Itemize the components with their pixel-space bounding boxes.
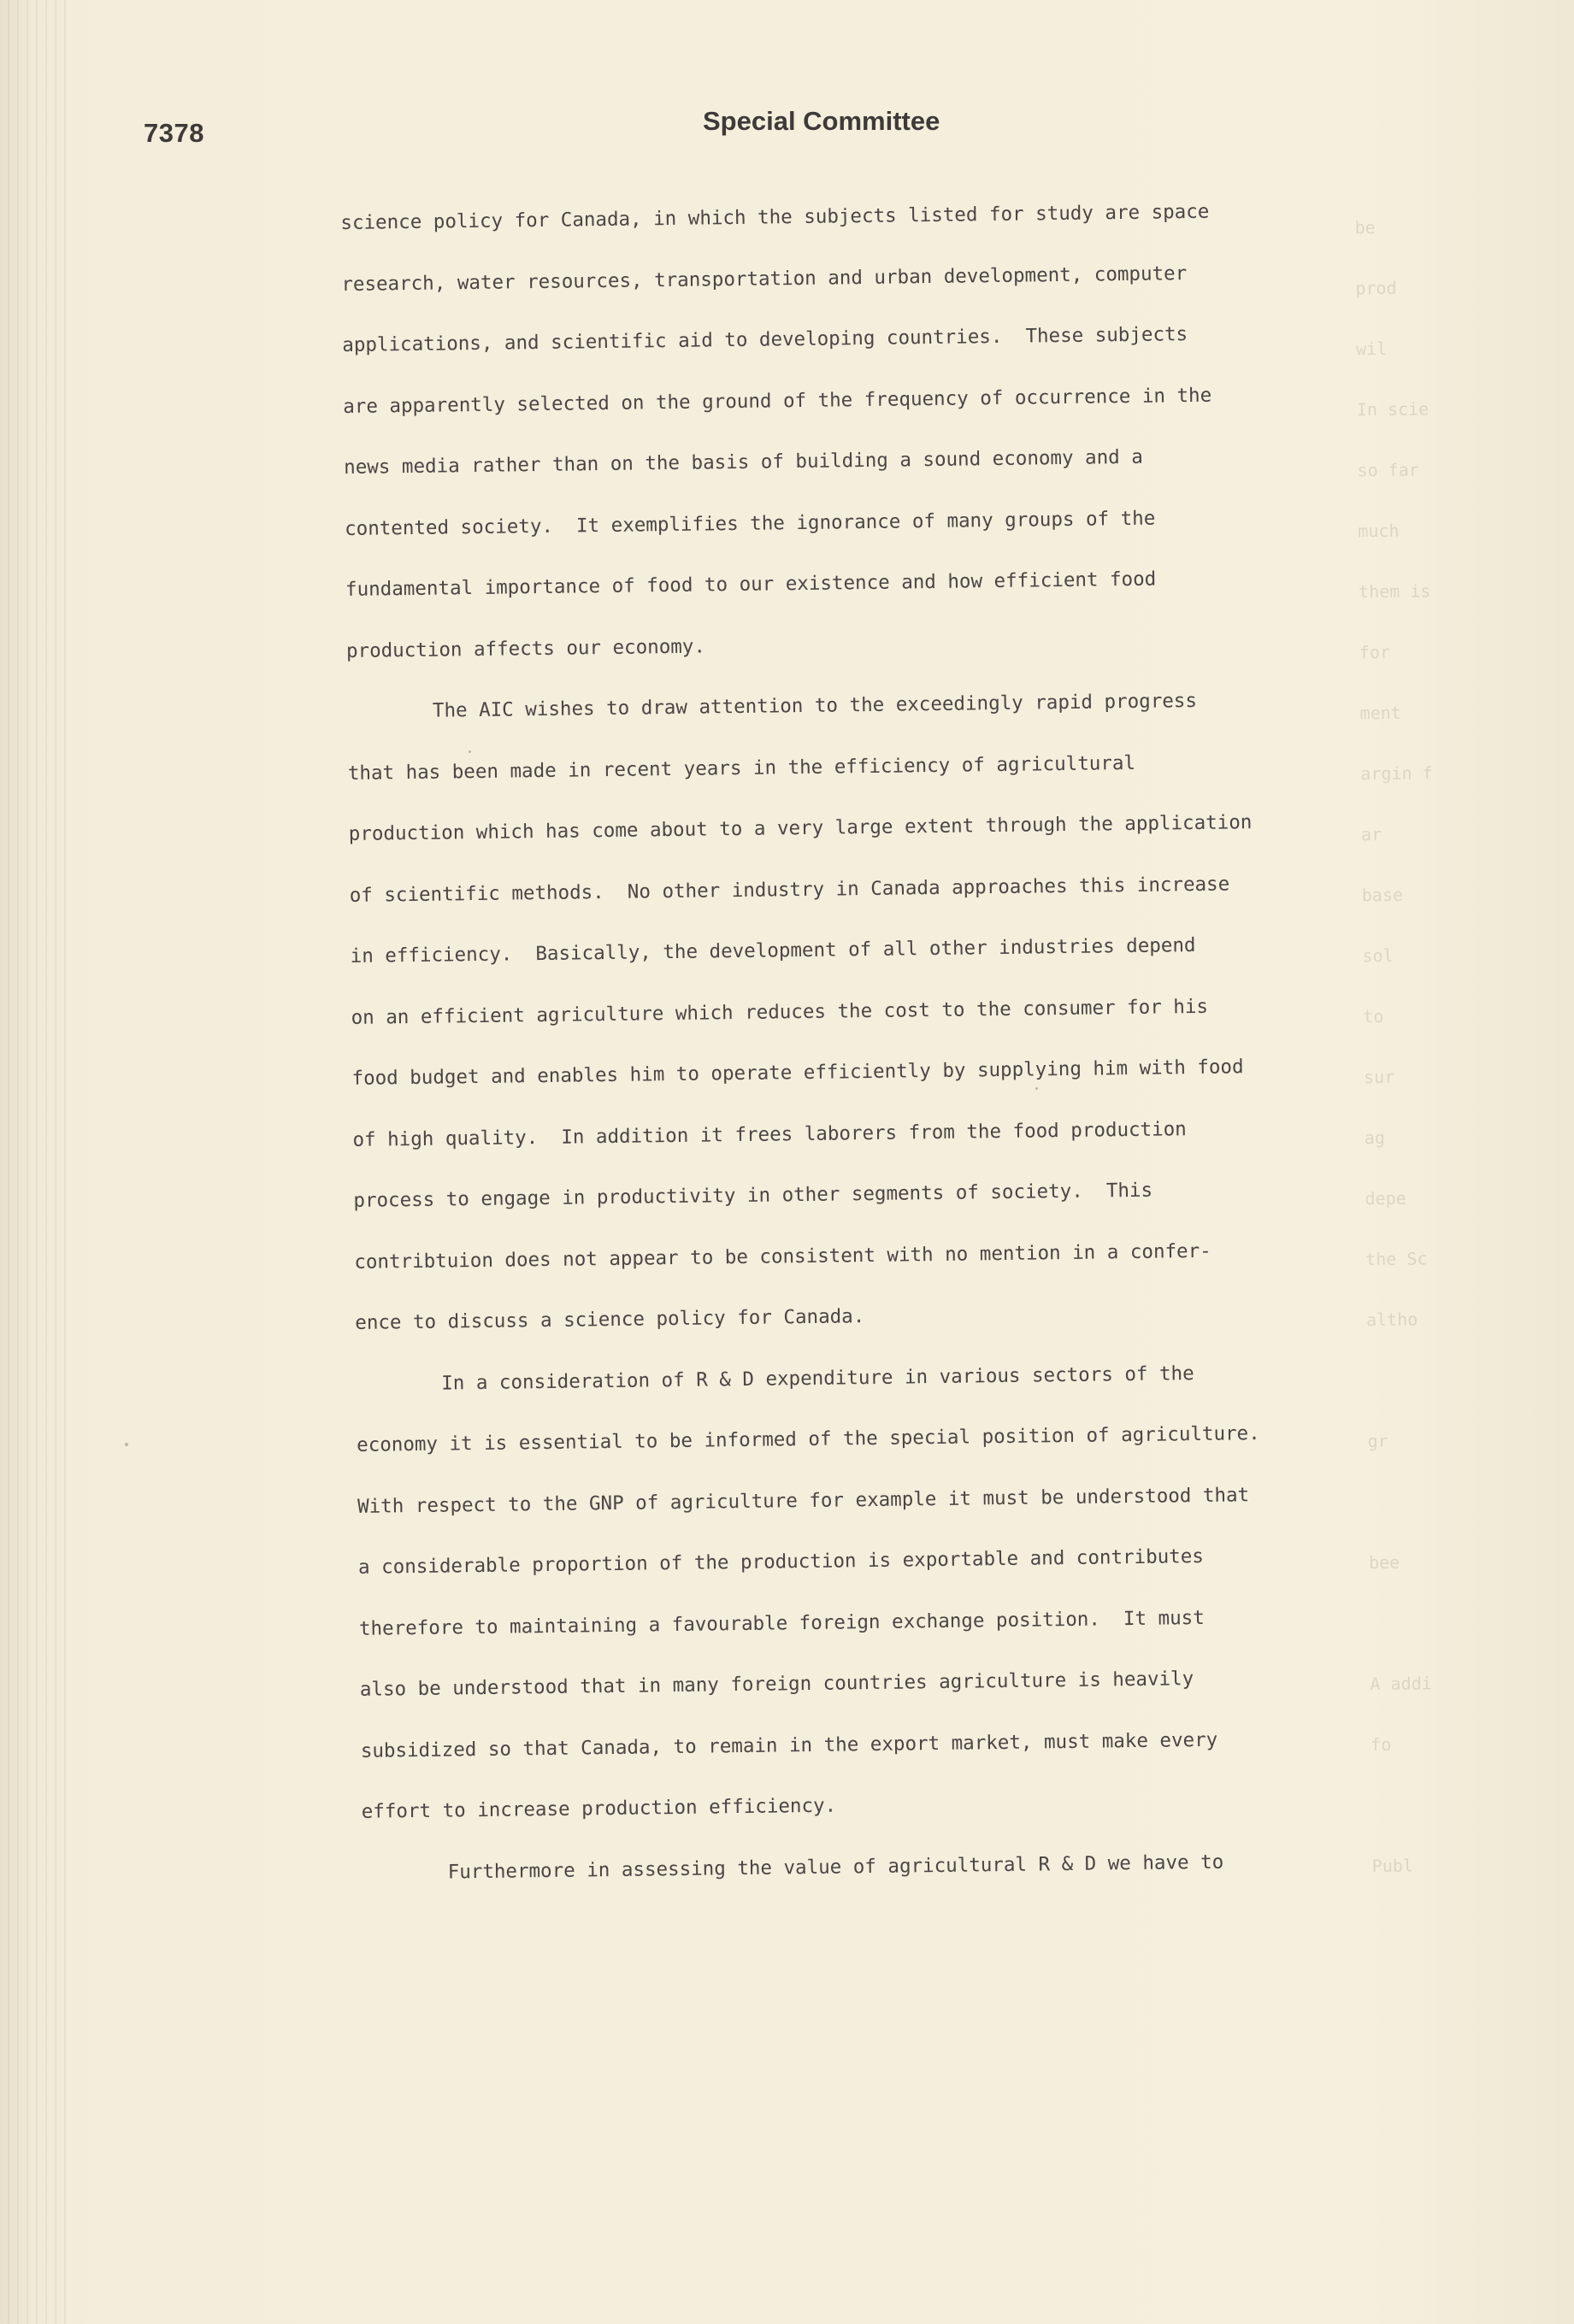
text-line: production which has come about to a very large extent through the application bbox=[348, 811, 1253, 845]
text-line: contented society. It exemplifies the ignorance of many groups of the bbox=[344, 507, 1156, 540]
body-text bbox=[340, 179, 1423, 1904]
text-line: effort to increase production efficiency. bbox=[361, 1794, 837, 1823]
running-head-title: Special Committee bbox=[703, 106, 940, 136]
stacked-page-edges bbox=[0, 0, 68, 2324]
page-number: 7378 bbox=[144, 118, 204, 148]
text-line: With respect to the GNP of agriculture for example it must be understood that bbox=[357, 1483, 1250, 1518]
text-line: therefore to maintaining a favourable foreign exchange position. It must bbox=[358, 1606, 1205, 1640]
text-line: food budget and enables him to operate efficiently by supplying him with food bbox=[351, 1056, 1244, 1090]
bleed-through-text: be prod wil In scie so far much them is for ment argin f ar base sol to sur ag depe the Sc altho gr bee A addi fo Publ bbox=[1354, 217, 1433, 1877]
text-line: science policy for Canada, in which the subjects listed for study are space bbox=[340, 200, 1210, 234]
text-line: production affects our economy. bbox=[345, 634, 706, 662]
text-line: fundamental importance of food to our existence and how efficient food bbox=[345, 568, 1157, 601]
paper-speck bbox=[1035, 1087, 1038, 1090]
paragraph-3 bbox=[356, 1340, 1422, 1843]
text-line: that has been made in recent years in the efficiency of agricultural bbox=[347, 751, 1136, 785]
text-line: contribtuion does not appear to be consistent with no mention in a confer- bbox=[354, 1239, 1211, 1274]
text-line: Furthermore in assessing the value of agricultural R & D we have to bbox=[447, 1850, 1224, 1884]
text-line: The AIC wishes to draw attention to the exceedingly rapid progress bbox=[432, 689, 1198, 722]
paragraph-2 bbox=[346, 668, 1415, 1355]
paper-speck bbox=[125, 1443, 128, 1446]
text-line: news media rather than on the basis of building a sound economy and a bbox=[344, 445, 1143, 479]
text-line: a considerable proportion of the production is exportable and contributes bbox=[357, 1544, 1205, 1579]
text-line: of high quality. In addition it frees laborers from the food production bbox=[352, 1117, 1187, 1151]
text-line: economy it is essential to be informed of the special position of agriculture. bbox=[357, 1422, 1260, 1456]
paper-speck bbox=[469, 750, 471, 753]
text-line: in efficiency. Basically, the development of all other industries depend bbox=[350, 933, 1196, 968]
text-line: ence to discuss a science policy for Canada. bbox=[355, 1305, 865, 1334]
text-line: applications, and scientific aid to developing countries. These subjects bbox=[342, 323, 1188, 356]
text-line: research, water resources, transportation and urban development, computer bbox=[341, 262, 1188, 296]
text-line: subsidized so that Canada, to remain in the export market, must make every bbox=[360, 1728, 1218, 1762]
text-line: on an efficient agriculture which reduces the cost to the consumer for his bbox=[351, 995, 1209, 1029]
paragraph-1 bbox=[340, 179, 1406, 682]
text-line: are apparently selected on the ground of the frequency of occurrence in the bbox=[343, 384, 1212, 418]
text-line: also be understood that in many foreign countries agriculture is heavily bbox=[359, 1668, 1194, 1701]
text-line: In a consideration of R & D expenditure in various sectors of the bbox=[441, 1362, 1194, 1395]
text-line: process to engage in productivity in other segments of society. This bbox=[353, 1179, 1153, 1212]
text-line: of scientific methods. No other industry in Canada approaches this increase bbox=[349, 872, 1230, 907]
